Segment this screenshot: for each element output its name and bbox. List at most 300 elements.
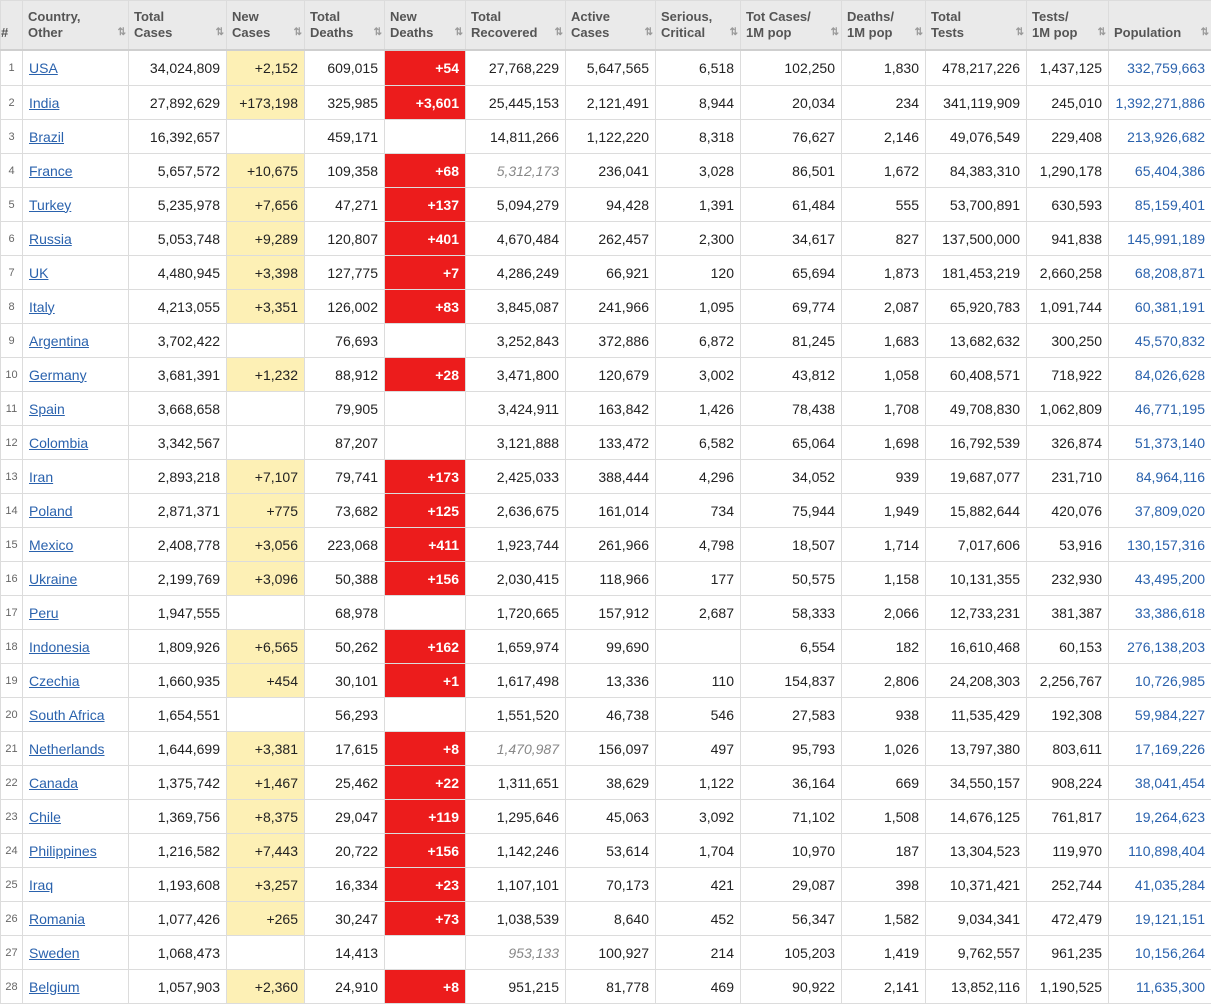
population[interactable]: 43,495,200 (1109, 562, 1211, 596)
active-cases: 388,444 (566, 460, 656, 494)
total-deaths: 14,413 (305, 936, 385, 970)
new-deaths: +23 (385, 868, 466, 902)
row-index: 6 (1, 222, 23, 256)
country-link[interactable]: Iran (29, 469, 53, 485)
cases-per-million: 43,812 (741, 358, 842, 392)
sort-icon[interactable]: ⇅ (831, 25, 837, 41)
country-cell (23, 324, 129, 358)
population[interactable]: 1,392,271,886 (1109, 86, 1211, 120)
new-deaths: +401 (385, 222, 466, 256)
table-row (1, 562, 1211, 596)
sort-icon[interactable]: ⇅ (118, 25, 124, 41)
row-index: 17 (1, 596, 23, 630)
country-link[interactable]: Germany (29, 367, 87, 383)
population[interactable]: 37,809,020 (1109, 494, 1211, 528)
cases-per-million: 20,034 (741, 86, 842, 120)
total-tests: 53,700,891 (926, 188, 1027, 222)
active-cases: 156,097 (566, 732, 656, 766)
new-cases (227, 120, 305, 154)
total-cases: 5,235,978 (129, 188, 227, 222)
country-cell (23, 392, 129, 426)
table-row (1, 256, 1211, 290)
active-cases: 66,921 (566, 256, 656, 290)
sort-icon[interactable]: ⇅ (1098, 25, 1104, 41)
total-tests: 478,217,226 (926, 50, 1027, 86)
cases-per-million: 34,052 (741, 460, 842, 494)
deaths-per-million: 1,058 (842, 358, 926, 392)
tests-per-million: 232,930 (1027, 562, 1109, 596)
serious-critical: 469 (656, 970, 741, 1004)
country-cell (23, 970, 129, 1004)
total-deaths: 30,101 (305, 664, 385, 698)
population[interactable]: 60,381,191 (1109, 290, 1211, 324)
active-cases: 53,614 (566, 834, 656, 868)
new-deaths: +73 (385, 902, 466, 936)
new-cases (227, 392, 305, 426)
cases-per-million: 36,164 (741, 766, 842, 800)
country-link[interactable]: Ukraine (29, 571, 77, 587)
country-link[interactable]: Spain (29, 401, 65, 417)
serious-critical: 8,944 (656, 86, 741, 120)
row-index: 25 (1, 868, 23, 902)
new-deaths: +1 (385, 664, 466, 698)
population[interactable]: 84,026,628 (1109, 358, 1211, 392)
header-tests-per-million[interactable]: Tests/ 1M pop ⇅ (1027, 1, 1109, 50)
new-deaths: +68 (385, 154, 466, 188)
row-index: 12 (1, 426, 23, 460)
new-deaths: +156 (385, 834, 466, 868)
deaths-per-million: 2,066 (842, 596, 926, 630)
total-recovered: 953,133 (466, 936, 566, 970)
total-cases: 1,644,699 (129, 732, 227, 766)
tests-per-million: 245,010 (1027, 86, 1109, 120)
total-cases: 1,375,742 (129, 766, 227, 800)
deaths-per-million: 1,582 (842, 902, 926, 936)
country-link[interactable]: Chile (29, 809, 61, 825)
row-index: 8 (1, 290, 23, 324)
country-link[interactable]: Colombia (29, 435, 88, 451)
total-cases: 1,193,608 (129, 868, 227, 902)
serious-critical: 4,798 (656, 528, 741, 562)
total-cases: 5,657,572 (129, 154, 227, 188)
row-index: 13 (1, 460, 23, 494)
deaths-per-million: 1,419 (842, 936, 926, 970)
country-link[interactable]: South Africa (29, 707, 105, 723)
total-cases: 3,702,422 (129, 324, 227, 358)
deaths-per-million: 939 (842, 460, 926, 494)
total-deaths: 459,171 (305, 120, 385, 154)
deaths-per-million: 182 (842, 630, 926, 664)
deaths-per-million: 2,146 (842, 120, 926, 154)
country-cell (23, 358, 129, 392)
total-recovered: 2,636,675 (466, 494, 566, 528)
tests-per-million: 1,190,525 (1027, 970, 1109, 1004)
population[interactable]: 17,169,226 (1109, 732, 1211, 766)
cases-per-million: 90,922 (741, 970, 842, 1004)
total-recovered: 1,142,246 (466, 834, 566, 868)
new-deaths: +411 (385, 528, 466, 562)
sort-icon[interactable]: ⇅ (915, 25, 921, 41)
row-index: 1 (1, 50, 23, 86)
population[interactable]: 130,157,316 (1109, 528, 1211, 562)
total-recovered: 1,551,520 (466, 698, 566, 732)
cases-per-million: 78,438 (741, 392, 842, 426)
country-link[interactable]: Italy (29, 299, 55, 315)
country-cell (23, 698, 129, 732)
country-link[interactable]: France (29, 163, 73, 179)
total-deaths: 30,247 (305, 902, 385, 936)
header-deaths-per-million[interactable]: Deaths/ 1M pop ⇅ (842, 1, 926, 50)
total-recovered: 1,923,744 (466, 528, 566, 562)
tests-per-million: 252,744 (1027, 868, 1109, 902)
cases-per-million: 18,507 (741, 528, 842, 562)
new-deaths: +156 (385, 562, 466, 596)
population[interactable]: 85,159,401 (1109, 188, 1211, 222)
serious-critical: 2,687 (656, 596, 741, 630)
population[interactable]: 65,404,386 (1109, 154, 1211, 188)
table-row (1, 290, 1211, 324)
new-cases: +173,198 (227, 86, 305, 120)
population[interactable]: 19,121,151 (1109, 902, 1211, 936)
total-cases: 2,871,371 (129, 494, 227, 528)
total-tests: 34,550,157 (926, 766, 1027, 800)
country-cell (23, 902, 129, 936)
deaths-per-million: 555 (842, 188, 926, 222)
total-tests: 10,131,355 (926, 562, 1027, 596)
active-cases: 2,121,491 (566, 86, 656, 120)
total-deaths: 325,985 (305, 86, 385, 120)
table-row (1, 868, 1211, 902)
serious-critical: 1,704 (656, 834, 741, 868)
total-recovered: 1,720,665 (466, 596, 566, 630)
cases-per-million: 6,554 (741, 630, 842, 664)
country-link[interactable]: Mexico (29, 537, 73, 553)
country-link[interactable]: Indonesia (29, 639, 90, 655)
population[interactable]: 45,570,832 (1109, 324, 1211, 358)
tests-per-million: 192,308 (1027, 698, 1109, 732)
new-deaths: +28 (385, 358, 466, 392)
new-deaths (385, 936, 466, 970)
serious-critical: 2,300 (656, 222, 741, 256)
active-cases: 5,647,565 (566, 50, 656, 86)
country-link[interactable]: India (29, 95, 59, 111)
deaths-per-million: 398 (842, 868, 926, 902)
header-total-recovered[interactable]: Total Recovered ⇅ (466, 1, 566, 50)
total-deaths: 126,002 (305, 290, 385, 324)
total-tests: 84,383,310 (926, 154, 1027, 188)
country-link[interactable]: Netherlands (29, 741, 105, 757)
total-tests: 10,371,421 (926, 868, 1027, 902)
header-country[interactable]: Country, Other ⇅ (23, 1, 129, 50)
population[interactable]: 19,264,623 (1109, 800, 1211, 834)
active-cases: 81,778 (566, 970, 656, 1004)
cases-per-million: 29,087 (741, 868, 842, 902)
total-tests: 13,797,380 (926, 732, 1027, 766)
serious-critical: 734 (656, 494, 741, 528)
new-deaths: +162 (385, 630, 466, 664)
population[interactable]: 68,208,871 (1109, 256, 1211, 290)
new-deaths: +8 (385, 970, 466, 1004)
country-link[interactable]: Brazil (29, 129, 64, 145)
country-link[interactable]: Canada (29, 775, 78, 791)
total-deaths: 120,807 (305, 222, 385, 256)
population[interactable]: 10,726,985 (1109, 664, 1211, 698)
total-recovered: 27,768,229 (466, 50, 566, 86)
total-cases: 1,947,555 (129, 596, 227, 630)
country-link[interactable]: Sweden (29, 945, 80, 961)
country-cell (23, 460, 129, 494)
row-index: 10 (1, 358, 23, 392)
active-cases: 94,428 (566, 188, 656, 222)
country-cell (23, 188, 129, 222)
total-tests: 13,304,523 (926, 834, 1027, 868)
country-cell (23, 664, 129, 698)
tests-per-million: 326,874 (1027, 426, 1109, 460)
serious-critical: 8,318 (656, 120, 741, 154)
serious-critical: 120 (656, 256, 741, 290)
serious-critical (656, 630, 741, 664)
total-deaths: 76,693 (305, 324, 385, 358)
row-index: 11 (1, 392, 23, 426)
row-index: 24 (1, 834, 23, 868)
header-row (1, 1, 1211, 50)
active-cases: 100,927 (566, 936, 656, 970)
deaths-per-million: 1,949 (842, 494, 926, 528)
sort-icon[interactable]: ⇅ (374, 25, 380, 41)
row-index: 23 (1, 800, 23, 834)
active-cases: 8,640 (566, 902, 656, 936)
population[interactable]: 84,964,116 (1109, 460, 1211, 494)
new-deaths (385, 698, 466, 732)
sort-icon[interactable]: ⇅ (455, 25, 461, 41)
total-deaths: 87,207 (305, 426, 385, 460)
header-total-cases[interactable]: Total Cases ⇅ (129, 1, 227, 50)
sort-icon[interactable]: ⇅ (1201, 25, 1207, 41)
active-cases: 241,966 (566, 290, 656, 324)
new-cases: +1,467 (227, 766, 305, 800)
row-index: 7 (1, 256, 23, 290)
total-deaths: 24,910 (305, 970, 385, 1004)
total-recovered: 1,107,101 (466, 868, 566, 902)
table-body (1, 50, 1211, 1004)
new-cases (227, 698, 305, 732)
country-link[interactable]: USA (29, 60, 58, 76)
tests-per-million: 229,408 (1027, 120, 1109, 154)
total-recovered: 3,845,087 (466, 290, 566, 324)
population[interactable]: 41,035,284 (1109, 868, 1211, 902)
table-row (1, 834, 1211, 868)
country-link[interactable]: Poland (29, 503, 73, 519)
cases-per-million: 75,944 (741, 494, 842, 528)
total-cases: 2,893,218 (129, 460, 227, 494)
total-deaths: 25,462 (305, 766, 385, 800)
cases-per-million: 154,837 (741, 664, 842, 698)
country-link[interactable]: Czechia (29, 673, 80, 689)
row-index: 20 (1, 698, 23, 732)
total-recovered: 4,286,249 (466, 256, 566, 290)
table-row (1, 528, 1211, 562)
new-cases: +6,565 (227, 630, 305, 664)
active-cases: 13,336 (566, 664, 656, 698)
table-row (1, 86, 1211, 120)
cases-per-million: 69,774 (741, 290, 842, 324)
serious-critical: 1,122 (656, 766, 741, 800)
country-cell (23, 766, 129, 800)
country-link[interactable]: Iraq (29, 877, 53, 893)
population[interactable]: 59,984,227 (1109, 698, 1211, 732)
total-cases: 3,681,391 (129, 358, 227, 392)
total-deaths: 29,047 (305, 800, 385, 834)
new-deaths: +83 (385, 290, 466, 324)
new-cases: +7,443 (227, 834, 305, 868)
total-recovered: 1,659,974 (466, 630, 566, 664)
total-cases: 2,408,778 (129, 528, 227, 562)
population[interactable]: 145,991,189 (1109, 222, 1211, 256)
total-cases: 1,068,473 (129, 936, 227, 970)
new-deaths (385, 426, 466, 460)
new-cases: +3,381 (227, 732, 305, 766)
population[interactable]: 51,373,140 (1109, 426, 1211, 460)
row-index: 28 (1, 970, 23, 1004)
new-deaths (385, 392, 466, 426)
header-cases-per-million[interactable]: Tot Cases/ 1M pop ⇅ (741, 1, 842, 50)
tests-per-million: 630,593 (1027, 188, 1109, 222)
total-recovered: 951,215 (466, 970, 566, 1004)
total-tests: 60,408,571 (926, 358, 1027, 392)
table-row (1, 732, 1211, 766)
active-cases: 46,738 (566, 698, 656, 732)
row-index: 26 (1, 902, 23, 936)
row-index: 16 (1, 562, 23, 596)
population[interactable]: 276,138,203 (1109, 630, 1211, 664)
deaths-per-million: 827 (842, 222, 926, 256)
tests-per-million: 1,091,744 (1027, 290, 1109, 324)
sort-icon[interactable]: ⇅ (730, 25, 736, 41)
tests-per-million: 300,250 (1027, 324, 1109, 358)
row-index: 3 (1, 120, 23, 154)
total-cases: 1,216,582 (129, 834, 227, 868)
active-cases: 236,041 (566, 154, 656, 188)
header-total-tests[interactable]: Total Tests ⇅ (926, 1, 1027, 50)
cases-per-million: 34,617 (741, 222, 842, 256)
total-recovered: 3,121,888 (466, 426, 566, 460)
total-recovered: 5,312,173 (466, 154, 566, 188)
table-row (1, 460, 1211, 494)
total-deaths: 223,068 (305, 528, 385, 562)
country-link[interactable]: Argentina (29, 333, 89, 349)
tests-per-million: 231,710 (1027, 460, 1109, 494)
new-deaths: +119 (385, 800, 466, 834)
country-cell (23, 596, 129, 630)
table-row (1, 766, 1211, 800)
header-serious-critical[interactable]: Serious, Critical ⇅ (656, 1, 741, 50)
total-tests: 11,535,429 (926, 698, 1027, 732)
new-deaths: +8 (385, 732, 466, 766)
country-cell (23, 256, 129, 290)
population[interactable]: 33,386,618 (1109, 596, 1211, 630)
cases-per-million: 50,575 (741, 562, 842, 596)
population[interactable]: 46,771,195 (1109, 392, 1211, 426)
new-cases: +454 (227, 664, 305, 698)
country-link[interactable]: UK (29, 265, 48, 281)
country-link[interactable]: Turkey (29, 197, 71, 213)
table-row (1, 902, 1211, 936)
sort-icon[interactable]: ⇅ (555, 25, 561, 41)
header-total-deaths[interactable]: Total Deaths ⇅ (305, 1, 385, 50)
total-recovered: 1,311,651 (466, 766, 566, 800)
country-link[interactable]: Peru (29, 605, 59, 621)
population[interactable]: 11,635,300 (1109, 970, 1211, 1004)
table-row (1, 664, 1211, 698)
table-row (1, 630, 1211, 664)
tests-per-million: 381,387 (1027, 596, 1109, 630)
row-index: 19 (1, 664, 23, 698)
tests-per-million: 1,062,809 (1027, 392, 1109, 426)
serious-critical: 497 (656, 732, 741, 766)
header-new-deaths[interactable]: New Deaths ⇅ (385, 1, 466, 50)
table-row (1, 324, 1211, 358)
header-new-cases[interactable]: New Cases ⇅ (227, 1, 305, 50)
new-cases (227, 324, 305, 358)
total-deaths: 50,388 (305, 562, 385, 596)
table-row (1, 392, 1211, 426)
cases-per-million: 105,203 (741, 936, 842, 970)
population[interactable]: 332,759,663 (1109, 50, 1211, 86)
sort-icon[interactable]: ⇅ (294, 25, 300, 41)
country-cell (23, 834, 129, 868)
cases-per-million: 56,347 (741, 902, 842, 936)
deaths-per-million: 1,508 (842, 800, 926, 834)
header-active-cases[interactable]: Active Cases ⇅ (566, 1, 656, 50)
deaths-per-million: 1,672 (842, 154, 926, 188)
serious-critical: 6,582 (656, 426, 741, 460)
total-cases: 4,480,945 (129, 256, 227, 290)
country-link[interactable]: Philippines (29, 843, 97, 859)
tests-per-million: 2,256,767 (1027, 664, 1109, 698)
new-cases: +7,107 (227, 460, 305, 494)
tests-per-million: 2,660,258 (1027, 256, 1109, 290)
serious-critical: 3,002 (656, 358, 741, 392)
population[interactable]: 110,898,404 (1109, 834, 1211, 868)
population[interactable]: 38,041,454 (1109, 766, 1211, 800)
population[interactable]: 213,926,682 (1109, 120, 1211, 154)
country-link[interactable]: Russia (29, 231, 72, 247)
active-cases: 133,472 (566, 426, 656, 460)
header-population[interactable]: Population ⇅ (1109, 1, 1211, 50)
tests-per-million: 60,153 (1027, 630, 1109, 664)
sort-icon[interactable]: ⇅ (645, 25, 651, 41)
country-link[interactable]: Romania (29, 911, 85, 927)
serious-critical: 1,391 (656, 188, 741, 222)
new-cases: +3,056 (227, 528, 305, 562)
population[interactable]: 10,156,264 (1109, 936, 1211, 970)
country-cell (23, 154, 129, 188)
total-tests: 9,034,341 (926, 902, 1027, 936)
total-cases: 16,392,657 (129, 120, 227, 154)
cases-per-million: 76,627 (741, 120, 842, 154)
total-deaths: 79,905 (305, 392, 385, 426)
deaths-per-million: 1,698 (842, 426, 926, 460)
deaths-per-million: 1,714 (842, 528, 926, 562)
table-row (1, 970, 1211, 1004)
sort-icon[interactable]: ⇅ (1016, 25, 1022, 41)
total-tests: 24,208,303 (926, 664, 1027, 698)
serious-critical: 6,872 (656, 324, 741, 358)
active-cases: 120,679 (566, 358, 656, 392)
total-deaths: 50,262 (305, 630, 385, 664)
sort-icon[interactable]: ⇅ (216, 25, 222, 41)
country-link[interactable]: Belgium (29, 979, 80, 995)
